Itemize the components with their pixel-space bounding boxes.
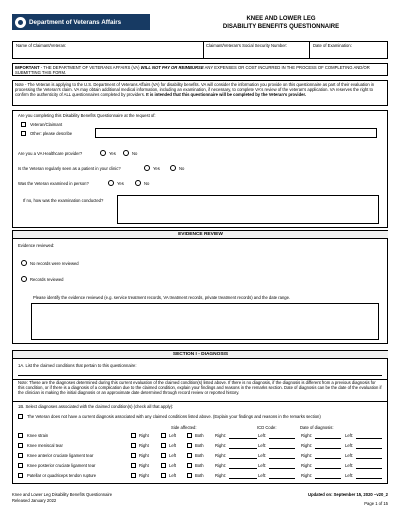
diagnosis-label: Patellar or quadriceps tendon rupture bbox=[27, 473, 97, 478]
regular-patient-yes-radio[interactable] bbox=[144, 165, 150, 171]
date-left-label: Left: bbox=[345, 443, 354, 448]
important-text-2: ANY EXPENSES OR COST INCURRED IN THE PROCESS OF COMPLETING AND/OR SUBMITTING THIS FORM. bbox=[15, 65, 370, 76]
side-right-checkbox[interactable] bbox=[131, 473, 136, 478]
in-person-no-label: No bbox=[144, 181, 150, 186]
va-provider-question: Are you a VA Healthcare provider? bbox=[18, 151, 83, 156]
date-left-label: Left: bbox=[345, 473, 354, 478]
date-left-field[interactable] bbox=[356, 468, 382, 469]
in-person-no-radio[interactable] bbox=[135, 180, 141, 186]
side-both-label: Both bbox=[195, 453, 204, 458]
evidence-review-title: EVIDENCE REVIEW bbox=[13, 231, 388, 239]
side-right-checkbox[interactable] bbox=[131, 443, 136, 448]
icd-left-label: Left: bbox=[258, 463, 267, 468]
va-provider-no-label: No bbox=[132, 151, 138, 156]
date-left-field[interactable] bbox=[356, 478, 382, 479]
icd-right-field[interactable] bbox=[229, 438, 257, 439]
side-left-checkbox[interactable] bbox=[161, 433, 166, 438]
side-right-checkbox[interactable] bbox=[131, 433, 136, 438]
diagnosis-label: Knee meniscal tear bbox=[27, 443, 63, 448]
icd-left-label: Left: bbox=[258, 473, 267, 478]
agency-name: Department of Veterans Affairs bbox=[29, 18, 122, 26]
form-title-line1: KNEE AND LOWER LEG bbox=[246, 16, 316, 22]
exam-method-field[interactable] bbox=[117, 195, 379, 224]
diagnosis-checkbox[interactable] bbox=[18, 433, 23, 438]
icd-right-label: Right: bbox=[215, 453, 226, 458]
diagnosis-label: Knee posterior cruciate ligament tear bbox=[27, 463, 96, 468]
date-right-label: Right: bbox=[301, 443, 312, 448]
side-right-label: Right bbox=[139, 463, 149, 468]
va-provider-no-radio[interactable] bbox=[123, 150, 129, 156]
icd-right-label: Right: bbox=[215, 473, 226, 478]
side-left-checkbox[interactable] bbox=[161, 453, 166, 458]
date-right-label: Right: bbox=[301, 473, 312, 478]
side-right-label: Right bbox=[139, 473, 149, 478]
va-provider-yes-radio[interactable] bbox=[100, 150, 106, 156]
important-lead: IMPORTANT bbox=[15, 65, 40, 70]
side-left-label: Left bbox=[169, 443, 176, 448]
in-person-yes-label: Yes bbox=[117, 181, 124, 186]
in-person-yes-radio[interactable] bbox=[108, 180, 114, 186]
side-left-label: Left bbox=[169, 473, 176, 478]
footer-updated: Updated on: September 15, 2020 ~v20_2 bbox=[308, 492, 388, 497]
side-both-label: Both bbox=[195, 433, 204, 438]
request-section bbox=[12, 110, 388, 228]
diagnosis-note: Note: These are the diagnoses determined during this current evaluation of the claimed condition(s) listed above. If there is no diagnosis, if the diagnosis is different from a previous diagnosis for this condition, or if there is a diagnosis of a complication due to the claimed condition, explain your findings and reasons in the remarks section. Date of diagnosis can be the date of the evaluation if the clinician is making the initial diagnosis or an approximate date determined through record review or reported history. bbox=[18, 380, 382, 396]
side-both-label: Both bbox=[195, 473, 204, 478]
date-right-label: Right: bbox=[301, 453, 312, 458]
date-right-label: Right: bbox=[301, 433, 312, 438]
other-checkbox[interactable] bbox=[21, 131, 26, 136]
side-both-checkbox[interactable] bbox=[187, 463, 192, 468]
ssn-field[interactable] bbox=[206, 49, 308, 59]
footer-released: Released January 2022 bbox=[12, 498, 57, 503]
side-left-label: Left bbox=[169, 453, 176, 458]
date-left-label: Left: bbox=[345, 463, 354, 468]
regular-patient-no-label: No bbox=[179, 166, 185, 171]
regular-patient-question: Is the Veteran regularly seen as a patient in your clinic? bbox=[18, 166, 121, 171]
other-label: Other: please describe bbox=[30, 131, 73, 136]
diagnosis-label: Knee anterior cruciate ligament tear bbox=[27, 453, 94, 458]
identify-evidence-instruction: Please identify the evidence reviewed (e.g. service treatment records, VA treatment records, private treatment records) and the date range. bbox=[33, 295, 291, 300]
note-text: Note - The Veteran is applying to the U.S. Department of Veterans Affairs (VA) for disability benefits. VA will consider the information you provide on this questionnaire as part of their evaluation in processing the Veteran's claim. VA may obtain additional medical information, including an examination, if necessary, to complete VA's review of the veteran's application. VA reserves the right to confirm the authenticity of ALL questionnaires completed by providers. bbox=[15, 82, 375, 98]
veteran-note bbox=[12, 80, 388, 106]
icd-left-field[interactable] bbox=[269, 458, 295, 459]
side-left-checkbox[interactable] bbox=[161, 473, 166, 478]
divider bbox=[13, 401, 388, 402]
exam-date-label: Date of Examination: bbox=[313, 43, 352, 48]
no-records-radio[interactable] bbox=[21, 260, 27, 266]
footer-form-name: Knee and Lower Leg Disability Benefits Questionnaire bbox=[12, 492, 113, 497]
footer-page-number: Page 1 of 15 bbox=[364, 501, 388, 506]
date-left-field[interactable] bbox=[356, 448, 382, 449]
icd-left-field[interactable] bbox=[269, 478, 295, 479]
evidence-review-section bbox=[12, 230, 388, 344]
no-current-diagnosis-label: The Veteran does not have a current diagnosis associated with any claimed conditions listed above. (Explain your findings and reasons in the remarks section) bbox=[27, 414, 321, 419]
important-emphasis: WILL NOT PAY OR REIMBURSE bbox=[140, 65, 204, 70]
side-both-checkbox[interactable] bbox=[187, 453, 192, 458]
diagnosis-section-title: SECTION I - DIAGNOSIS bbox=[13, 351, 388, 359]
icd-left-label: Left: bbox=[258, 443, 267, 448]
side-right-label: Right bbox=[139, 443, 149, 448]
date-left-field[interactable] bbox=[356, 438, 382, 439]
va-provider-yes-label: Yes bbox=[109, 151, 116, 156]
claimant-name-label: Name of Claimant/Veteran: bbox=[16, 43, 67, 48]
icd-right-label: Right: bbox=[215, 443, 226, 448]
date-right-label: Right: bbox=[301, 463, 312, 468]
va-seal-icon bbox=[15, 17, 26, 28]
diagnosis-section bbox=[12, 350, 388, 484]
request-question: Are you completing this Disability Benefits Questionnaire at the request of: bbox=[18, 113, 156, 118]
diagnosis-checkbox[interactable] bbox=[18, 463, 23, 468]
important-notice bbox=[12, 63, 388, 76]
side-right-label: Right bbox=[139, 433, 149, 438]
icd-left-field[interactable] bbox=[269, 448, 295, 449]
icd-right-label: Right: bbox=[215, 463, 226, 468]
side-affected-header: Side affected: bbox=[171, 425, 197, 430]
no-current-diagnosis-checkbox[interactable] bbox=[18, 414, 23, 419]
important-text-1: - THE DEPARTMENT OF VETERANS AFFAIRS (VA) bbox=[39, 65, 141, 70]
side-left-label: Left bbox=[169, 433, 176, 438]
regular-patient-yes-label: Yes bbox=[153, 166, 160, 171]
other-describe-field[interactable] bbox=[95, 128, 377, 138]
diagnosis-checkbox[interactable] bbox=[18, 473, 23, 478]
claimant-name-field[interactable] bbox=[16, 49, 202, 59]
exam-date-field[interactable] bbox=[313, 49, 387, 59]
diagnosis-label: Knee strain bbox=[27, 433, 49, 438]
date-of-diagnosis-header: Date of diagnosis: bbox=[300, 425, 334, 430]
divider bbox=[309, 42, 310, 59]
evidence-description-field[interactable] bbox=[31, 303, 379, 340]
side-right-checkbox[interactable] bbox=[131, 463, 136, 468]
claimed-conditions-question: 1A. List the claimed conditions that pertain to this questionnaire: bbox=[18, 363, 137, 368]
claimed-conditions-field[interactable] bbox=[18, 369, 382, 376]
diagnosis-checkbox[interactable] bbox=[18, 453, 23, 458]
side-both-checkbox[interactable] bbox=[187, 443, 192, 448]
date-right-field[interactable] bbox=[315, 438, 341, 439]
icd-right-label: Right: bbox=[215, 433, 226, 438]
diagnosis-checkbox[interactable] bbox=[18, 443, 23, 448]
side-left-checkbox[interactable] bbox=[161, 463, 166, 468]
identity-row bbox=[12, 41, 388, 59]
icd-left-label: Left: bbox=[258, 433, 267, 438]
date-left-label: Left: bbox=[345, 433, 354, 438]
ssn-label: Claimant/Veteran's Social Security Number: bbox=[206, 43, 288, 48]
side-both-label: Both bbox=[195, 463, 204, 468]
icd-code-header: ICD Code: bbox=[257, 425, 277, 430]
side-both-checkbox[interactable] bbox=[187, 473, 192, 478]
form-title-line2: DISABILITY BENEFITS QUESTIONNAIRE bbox=[222, 23, 340, 30]
note-bold-text: It is intended that this questionnaire will be completed by the Veteran's provider. bbox=[146, 92, 307, 98]
select-diagnoses-question: 1B. Select diagnoses associated with the claimed condition(s) (check all that apply): bbox=[18, 404, 174, 409]
regular-patient-no-radio[interactable] bbox=[170, 165, 176, 171]
veteran-claimant-checkbox[interactable] bbox=[21, 122, 26, 127]
evidence-reviewed-label: Evidence reviewed: bbox=[18, 243, 55, 248]
side-left-label: Left bbox=[169, 463, 176, 468]
icd-right-field[interactable] bbox=[229, 478, 257, 479]
side-both-checkbox[interactable] bbox=[187, 433, 192, 438]
icd-left-label: Left: bbox=[258, 453, 267, 458]
date-right-field[interactable] bbox=[315, 478, 341, 479]
no-records-label: No records were reviewed bbox=[30, 261, 79, 266]
side-left-checkbox[interactable] bbox=[161, 443, 166, 448]
records-reviewed-radio[interactable] bbox=[21, 276, 27, 282]
exam-method-question: If no, how was the examination conducted? bbox=[23, 198, 104, 203]
side-both-label: Both bbox=[195, 443, 204, 448]
date-left-label: Left: bbox=[345, 453, 354, 458]
icd-right-field[interactable] bbox=[229, 468, 257, 469]
icd-left-field[interactable] bbox=[269, 468, 295, 469]
side-right-label: Right bbox=[139, 453, 149, 458]
in-person-question: Was the Veteran examined in person? bbox=[18, 181, 89, 186]
side-right-checkbox[interactable] bbox=[131, 453, 136, 458]
date-right-field[interactable] bbox=[315, 468, 341, 469]
icd-right-field[interactable] bbox=[229, 448, 257, 449]
icd-left-field[interactable] bbox=[269, 438, 295, 439]
date-right-field[interactable] bbox=[315, 458, 341, 459]
veteran-claimant-label: Veteran/Claimant bbox=[30, 122, 63, 127]
form-title bbox=[175, 16, 387, 31]
records-reviewed-label: Records reviewed bbox=[30, 277, 64, 282]
date-right-field[interactable] bbox=[315, 448, 341, 449]
divider bbox=[203, 42, 204, 59]
icd-right-field[interactable] bbox=[229, 458, 257, 459]
va-logo-banner bbox=[12, 14, 150, 30]
date-left-field[interactable] bbox=[356, 458, 382, 459]
